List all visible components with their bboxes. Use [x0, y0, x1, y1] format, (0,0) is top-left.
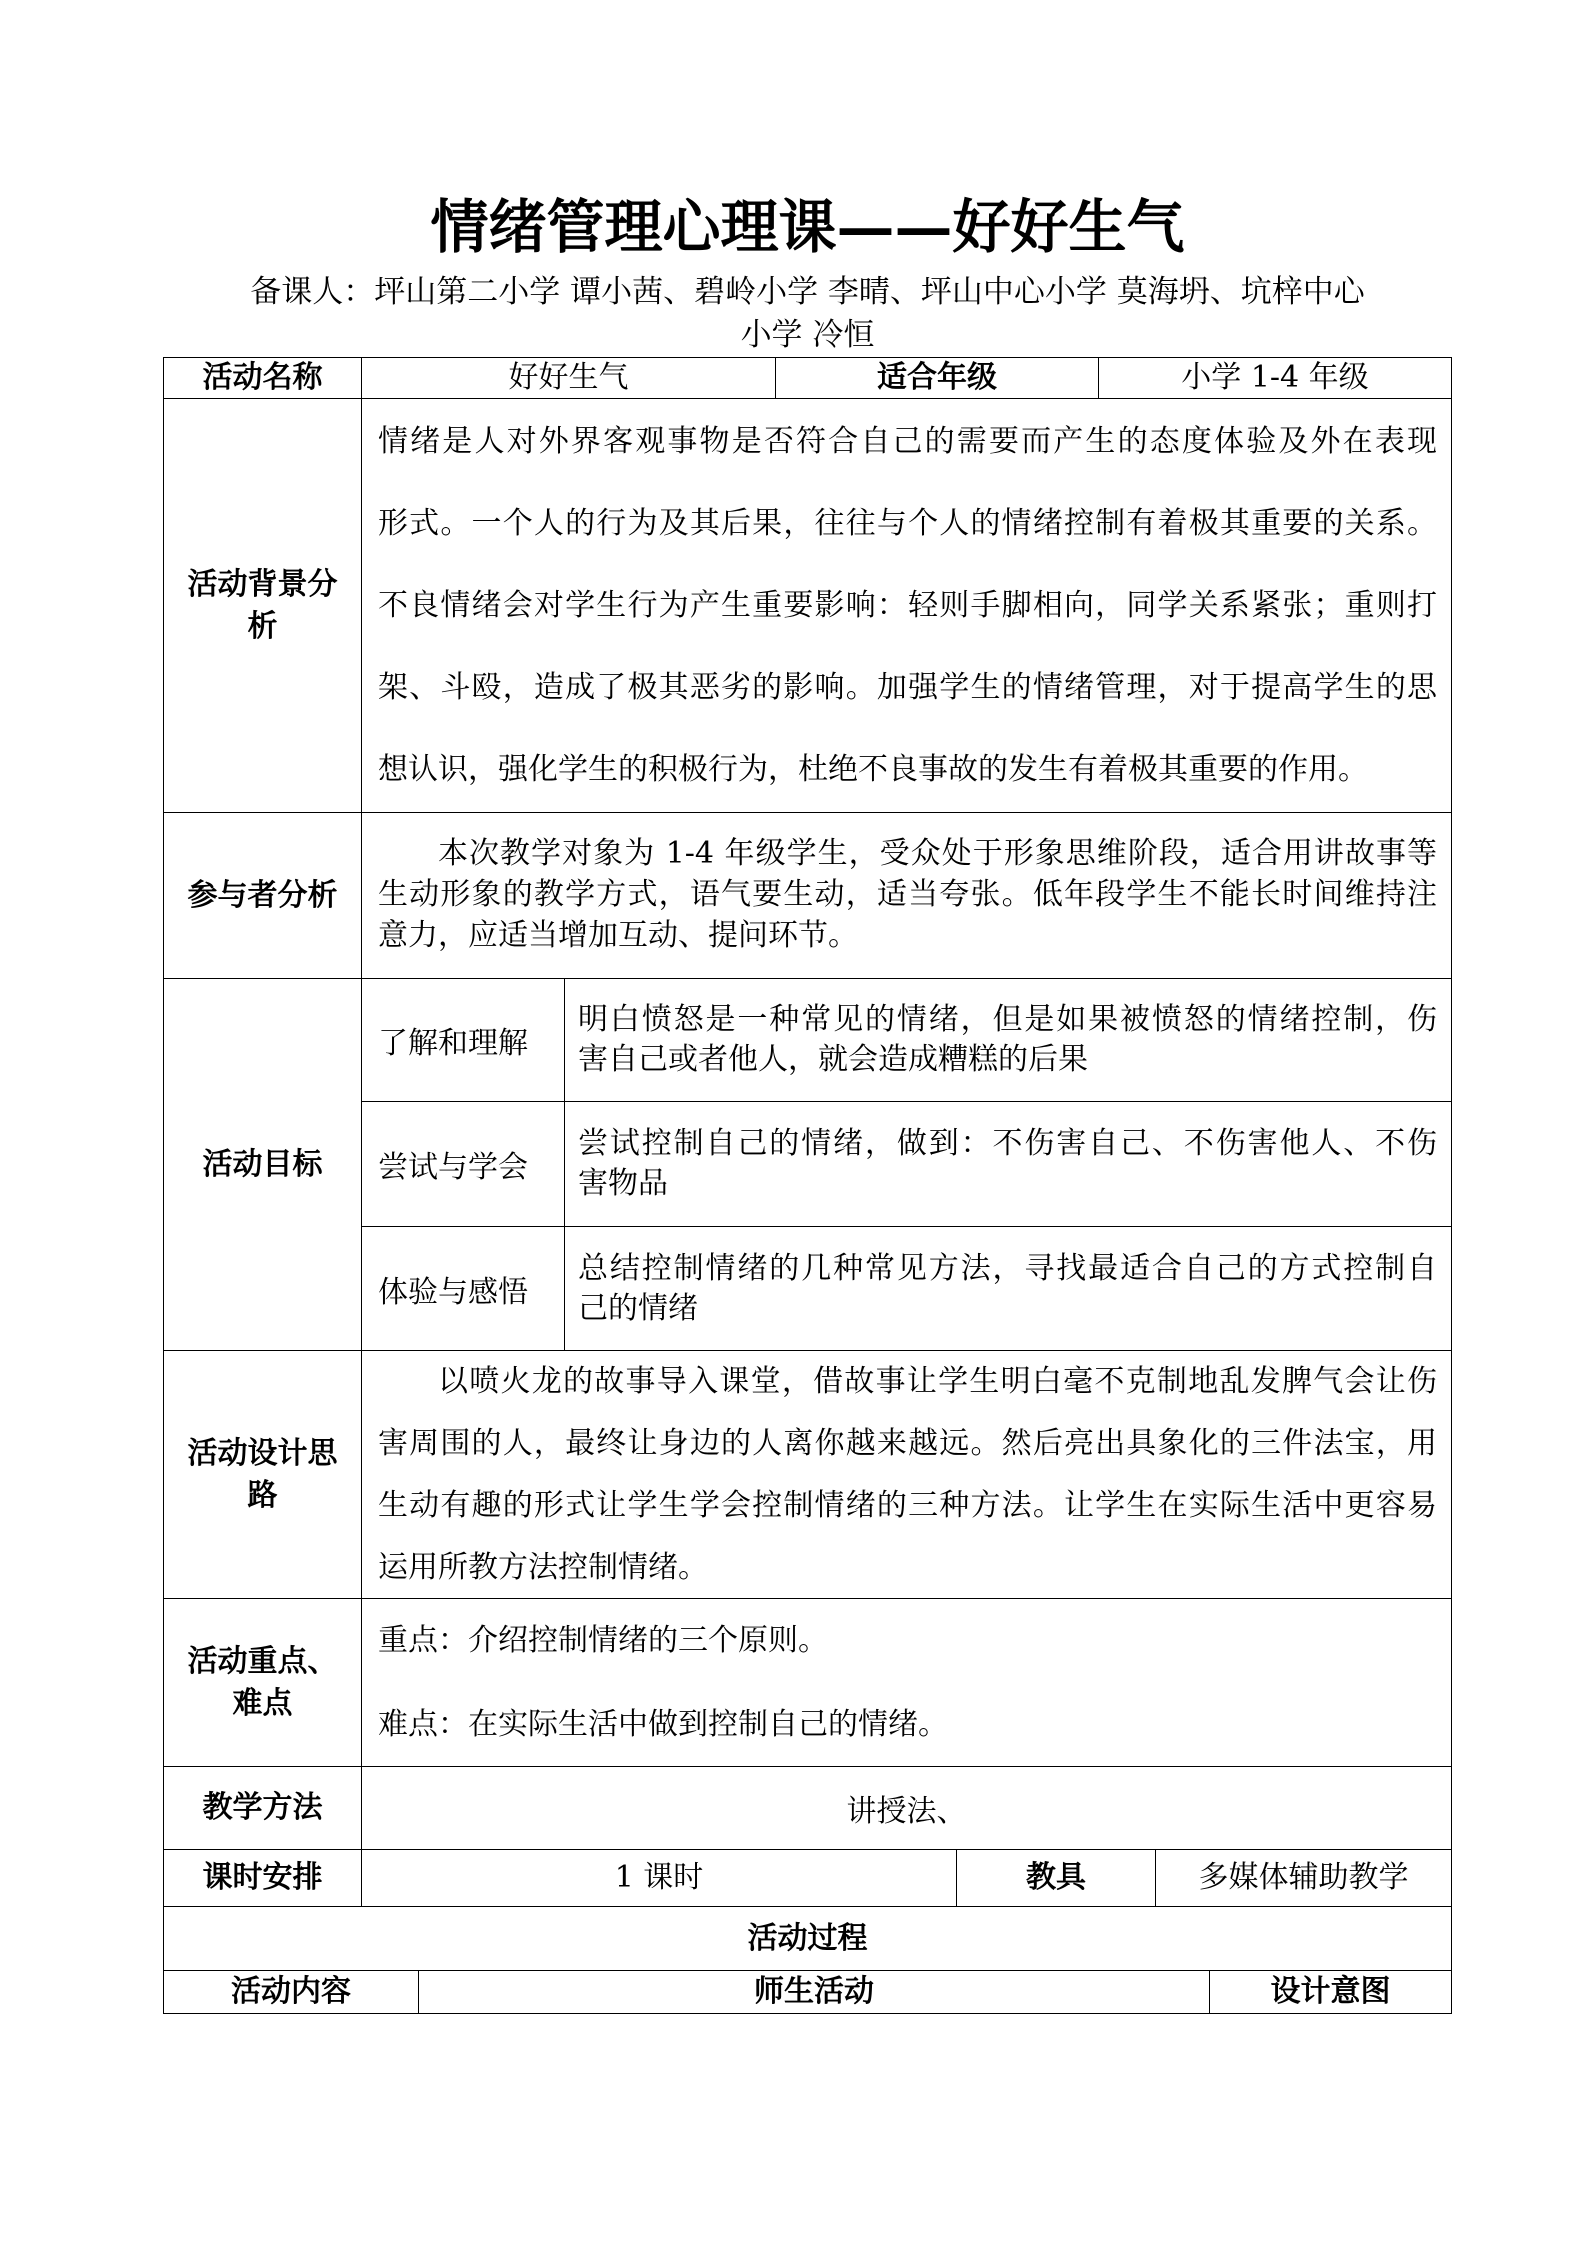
- row-participants: [164, 813, 1451, 979]
- goal-description-paragraph: [578, 1124, 1437, 1204]
- design-paragraph: [378, 1351, 1437, 1599]
- design-line: 运用所教方法控制情绪。: [378, 1550, 708, 1585]
- participants-label-text: 参与者分析: [187, 877, 338, 913]
- goal-item: [362, 979, 1451, 1102]
- tools-value-text: 多媒体辅助教学: [1198, 1860, 1409, 1895]
- goal-item: [362, 1227, 1451, 1350]
- grade-label: [775, 358, 1098, 398]
- process-header: [164, 1907, 1451, 1970]
- goal-line: 尝试控制自己的情绪，做到：不伤害自己、不伤害他人、不伤: [578, 1126, 1437, 1161]
- goal-description-paragraph: [578, 1000, 1437, 1080]
- lesson-plan-table: [163, 357, 1452, 2014]
- goal-line: 害物品: [578, 1166, 668, 1201]
- goal-dimension: [362, 979, 565, 1101]
- background-paragraph: [378, 401, 1437, 811]
- key-point-line: 重点：介绍控制情绪的三个原则。: [378, 1623, 828, 1658]
- activity-name-value: [361, 358, 775, 398]
- row-key-points: [164, 1599, 1451, 1767]
- participants-label: [164, 813, 361, 978]
- participants-line: 本次教学对象为 1-4 年级学生，受众处于形象思维阶段，适合用讲故事等: [438, 836, 1437, 871]
- goal-line: 明白愤怒是一种常见的情绪，但是如果被愤怒的情绪控制，伤: [578, 1002, 1437, 1037]
- participants-line: 生动形象的教学方式，语气要生动，适当夸张。低年段学生不能长时间维持注: [378, 877, 1437, 912]
- design-label: [164, 1351, 361, 1598]
- goals-label-text: 活动目标: [202, 1146, 323, 1182]
- tools-label-text: 教具: [1026, 1860, 1086, 1895]
- background-line: 想认识，强化学生的积极行为，杜绝不良事故的发生有着极其重要的作用。: [378, 752, 1368, 787]
- row-goals: [164, 979, 1451, 1351]
- design-label-text: 活动设计思路: [187, 1435, 338, 1513]
- grade-text: 小学 1-4 年级: [1181, 360, 1369, 395]
- background-line: 架、斗殴，造成了极其恶劣的影响。加强学生的情绪管理，对于提高学生的思: [378, 670, 1437, 705]
- author-info: [163, 271, 1452, 357]
- row-background: [164, 399, 1451, 813]
- goal-item: [362, 1102, 1451, 1227]
- process-column-header-text: 师生活动: [754, 1974, 874, 2009]
- participants-text: [361, 813, 1451, 978]
- participants-line: 意力，应适当增加互动、提问环节。: [378, 918, 858, 953]
- tools-value: [1155, 1850, 1451, 1906]
- method-value: [361, 1767, 1451, 1849]
- key-point-line: 难点：在实际生活中做到控制自己的情绪。: [378, 1707, 948, 1742]
- goal-dimension-text: 体验与感悟: [378, 1274, 528, 1310]
- schedule-label-text: 课时安排: [202, 1860, 323, 1895]
- design-line: 生动有趣的形式让学生学会控制情绪的三种方法。让学生在实际生活中更容易: [378, 1488, 1437, 1523]
- row-design: [164, 1351, 1451, 1599]
- design-line: 以喷火龙的故事导入课堂，借故事让学生明白毫不克制地乱发脾气会让伤: [438, 1364, 1437, 1399]
- method-value-text: 讲授法、: [846, 1794, 967, 1829]
- key-points-label-text: 活动重点、难点: [187, 1643, 338, 1721]
- process-column-header: [1209, 1971, 1451, 2013]
- goal-dimension-text: 了解和理解: [378, 1026, 528, 1061]
- author-line: 小学 冷恒: [740, 317, 875, 353]
- author-line: 备课人：坪山第二小学 谭小茜、碧岭小学 李晴、坪山中心小学 莫海坍、坑梓中心: [250, 274, 1365, 310]
- schedule-value: [361, 1850, 956, 1906]
- background-label-text: 活动背景分析: [187, 566, 338, 644]
- process-column-header-text: 活动内容: [231, 1974, 351, 2009]
- background-label: [164, 399, 361, 812]
- background-line: 情绪是人对外界客观事物是否符合自己的需要而产生的态度体验及外在表现: [378, 424, 1437, 459]
- design-text: [361, 1351, 1451, 1598]
- background-line: 形式。一个人的行为及其后果，往往与个人的情绪控制有着极其重要的关系。: [378, 506, 1437, 541]
- goal-dimension: [362, 1102, 565, 1226]
- participants-paragraph: [378, 833, 1437, 956]
- grade-value: [1098, 358, 1451, 398]
- activity-name-label: [164, 358, 361, 398]
- row-process-header: [164, 1907, 1451, 1971]
- background-text: [361, 399, 1451, 812]
- document-title: 情绪管理心理课——好好生气: [430, 193, 1185, 261]
- schedule-label: [164, 1850, 361, 1906]
- row-process-columns: [164, 1971, 1451, 2013]
- goal-description: [565, 979, 1451, 1101]
- activity-name-label-text: 活动名称: [202, 360, 323, 395]
- goal-dimension-text: 尝试与学会: [378, 1150, 528, 1185]
- background-line: 不良情绪会对学生行为产生重要影响：轻则手脚相向，同学关系紧张；重则打: [378, 588, 1437, 623]
- goal-description: [565, 1102, 1451, 1226]
- key-points-text: [361, 1599, 1451, 1766]
- key-points-label: [164, 1599, 361, 1766]
- design-line: 害周围的人，最终让身边的人离你越来越远。然后亮出具象化的三件法宝，用: [378, 1426, 1437, 1461]
- process-column-header-text: 设计意图: [1270, 1974, 1391, 2009]
- process-header-text: 活动过程: [747, 1920, 868, 1956]
- row-overview: [164, 358, 1451, 399]
- goals-list: [361, 979, 1451, 1350]
- tools-label: [956, 1850, 1155, 1906]
- schedule-value-text: 1 课时: [614, 1860, 704, 1895]
- goal-description: [565, 1227, 1451, 1350]
- row-method: [164, 1767, 1451, 1850]
- grade-label-text: 适合年级: [877, 360, 997, 395]
- goal-line: 总结控制情绪的几种常见方法，寻找最适合自己的方式控制自: [578, 1250, 1437, 1286]
- method-label: [164, 1767, 361, 1849]
- activity-name-text: 好好生气: [508, 360, 629, 395]
- goal-dimension: [362, 1227, 565, 1350]
- goal-line: 害自己或者他人，就会造成糟糕的后果: [578, 1042, 1088, 1077]
- row-schedule: [164, 1850, 1451, 1907]
- process-column-header: [418, 1971, 1209, 2013]
- method-label-text: 教学方法: [202, 1790, 323, 1825]
- goals-label: [164, 979, 361, 1350]
- process-column-header: [164, 1971, 418, 2013]
- goal-description-paragraph: [578, 1249, 1437, 1329]
- key-points-list: [378, 1599, 1437, 1767]
- goal-line: 己的情绪: [578, 1290, 698, 1326]
